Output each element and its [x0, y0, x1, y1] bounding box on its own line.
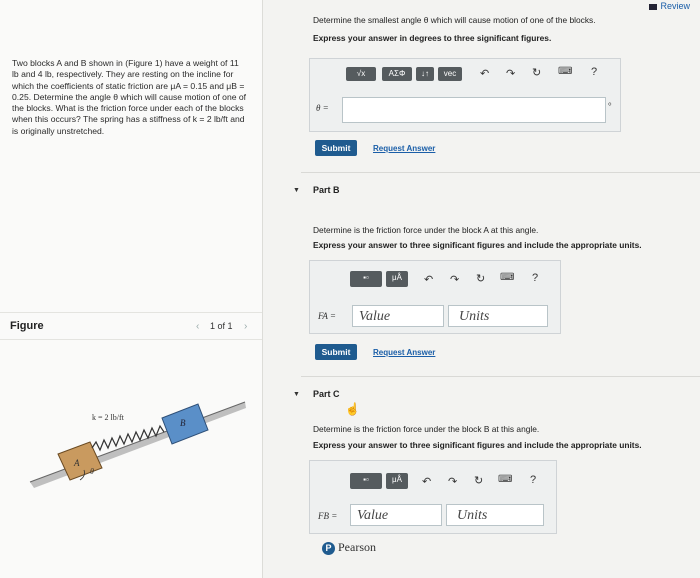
incline-line — [30, 402, 245, 482]
keyboard-icon[interactable]: ⌨ — [498, 474, 513, 485]
refresh-icon[interactable]: ↻ — [476, 273, 486, 285]
part-b-request-answer-link[interactable]: Request Answer — [373, 348, 436, 357]
keyboard-icon[interactable]: ⌨ — [558, 66, 573, 77]
symbols-button[interactable]: μÅ — [386, 271, 408, 287]
undo-icon[interactable]: ↶ — [424, 274, 434, 286]
degree-unit: ° — [608, 101, 612, 111]
keyboard-icon[interactable]: ⌨ — [500, 272, 515, 283]
fa-value-input[interactable]: Value — [352, 305, 444, 327]
part-b-instruction: Express your answer to three significant figures and include the appropriate units. — [313, 240, 642, 250]
spring-label: k = 2 lb/ft — [92, 413, 124, 422]
refresh-icon[interactable]: ↻ — [532, 67, 542, 79]
prev-figure-icon[interactable]: ‹ — [196, 321, 200, 332]
part-c-title[interactable]: Part C — [313, 389, 340, 399]
refresh-icon[interactable]: ↻ — [474, 475, 484, 487]
review-link[interactable]: Review — [649, 1, 690, 11]
pearson-brand: P Pearson — [322, 540, 376, 555]
undo-icon[interactable]: ↶ — [480, 68, 490, 80]
divider-a — [301, 172, 700, 173]
fa-label: FA = — [318, 311, 336, 321]
figure-label: Figure — [10, 320, 44, 332]
greek-symbols-button[interactable]: ΑΣΦ — [382, 67, 412, 81]
sqrt-template-button[interactable]: √x — [346, 67, 376, 81]
vector-button[interactable]: vec — [438, 67, 462, 81]
part-a-submit-button[interactable]: Submit — [315, 140, 357, 156]
help-icon[interactable]: ? — [530, 474, 537, 486]
problem-text: Two blocks A and B shown in (Figure 1) have a weight of 11 lb and 4 lb, respectively. They are resting on the incline for which the coefficients of static friction are μA = 0.15 and μB = 0.25. Determine the angle θ which will cause motion of one of the blocks. What is the friction force under each of the blocks when this occurs? The spring has a stiffness of k = 2 lb/ft and is originally unstretched. — [12, 58, 247, 136]
part-b-title[interactable]: Part B — [313, 185, 340, 195]
undo-icon[interactable]: ↶ — [422, 476, 432, 488]
redo-icon[interactable]: ↷ — [450, 274, 460, 286]
hand-cursor-icon: ☝ — [345, 402, 360, 416]
angle-label: θ — [90, 467, 94, 476]
part-c-answer-box — [309, 460, 557, 534]
part-c-question: Determine is the friction force under the block B at this angle. — [313, 424, 540, 434]
divider-b — [301, 376, 700, 377]
answer-pane — [263, 0, 700, 578]
part-b-answer-box — [309, 260, 561, 334]
figure-diagram — [20, 380, 252, 490]
template-button[interactable]: ▪▫ — [350, 473, 382, 489]
block-b-label: B — [180, 418, 186, 428]
part-c-instruction: Express your answer to three significant figures and include the appropriate units. — [313, 440, 642, 450]
fa-units-input[interactable]: Units — [448, 305, 548, 327]
subscript-button[interactable]: ↓↑ — [416, 67, 434, 81]
help-icon[interactable]: ? — [591, 66, 598, 78]
part-a-instruction: Express your answer in degrees to three significant figures. — [313, 33, 552, 43]
block-a-label: A — [74, 458, 80, 468]
redo-icon[interactable]: ↷ — [506, 68, 516, 80]
help-icon[interactable]: ? — [532, 272, 539, 284]
review-icon — [649, 4, 657, 10]
redo-icon[interactable]: ↷ — [448, 476, 458, 488]
figure-bar — [0, 312, 262, 340]
part-c-caret-icon[interactable]: ▼ — [293, 391, 300, 398]
part-a-question: Determine the smallest angle θ which will cause motion of one of the blocks. — [313, 15, 596, 25]
pearson-logo-icon: P — [322, 542, 335, 555]
fb-value-input[interactable]: Value — [350, 504, 442, 526]
template-button[interactable]: ▪▫ — [350, 271, 382, 287]
problem-statement — [12, 58, 247, 137]
theta-label: θ = — [316, 103, 329, 113]
next-figure-icon[interactable]: › — [244, 321, 248, 332]
part-b-caret-icon[interactable]: ▼ — [293, 187, 300, 194]
incline-surface — [30, 402, 246, 488]
part-a-request-answer-link[interactable]: Request Answer — [373, 144, 436, 153]
part-b-question: Determine is the friction force under the block A at this angle. — [313, 225, 539, 235]
part-b-submit-button[interactable]: Submit — [315, 344, 357, 360]
figure-pager: 1 of 1 — [210, 321, 233, 331]
fb-label: FB = — [318, 511, 338, 521]
fb-units-input[interactable]: Units — [446, 504, 544, 526]
theta-input[interactable] — [342, 97, 606, 123]
problem-pane — [0, 0, 263, 578]
symbols-button[interactable]: μÅ — [386, 473, 408, 489]
part-a-answer-box — [309, 58, 621, 132]
